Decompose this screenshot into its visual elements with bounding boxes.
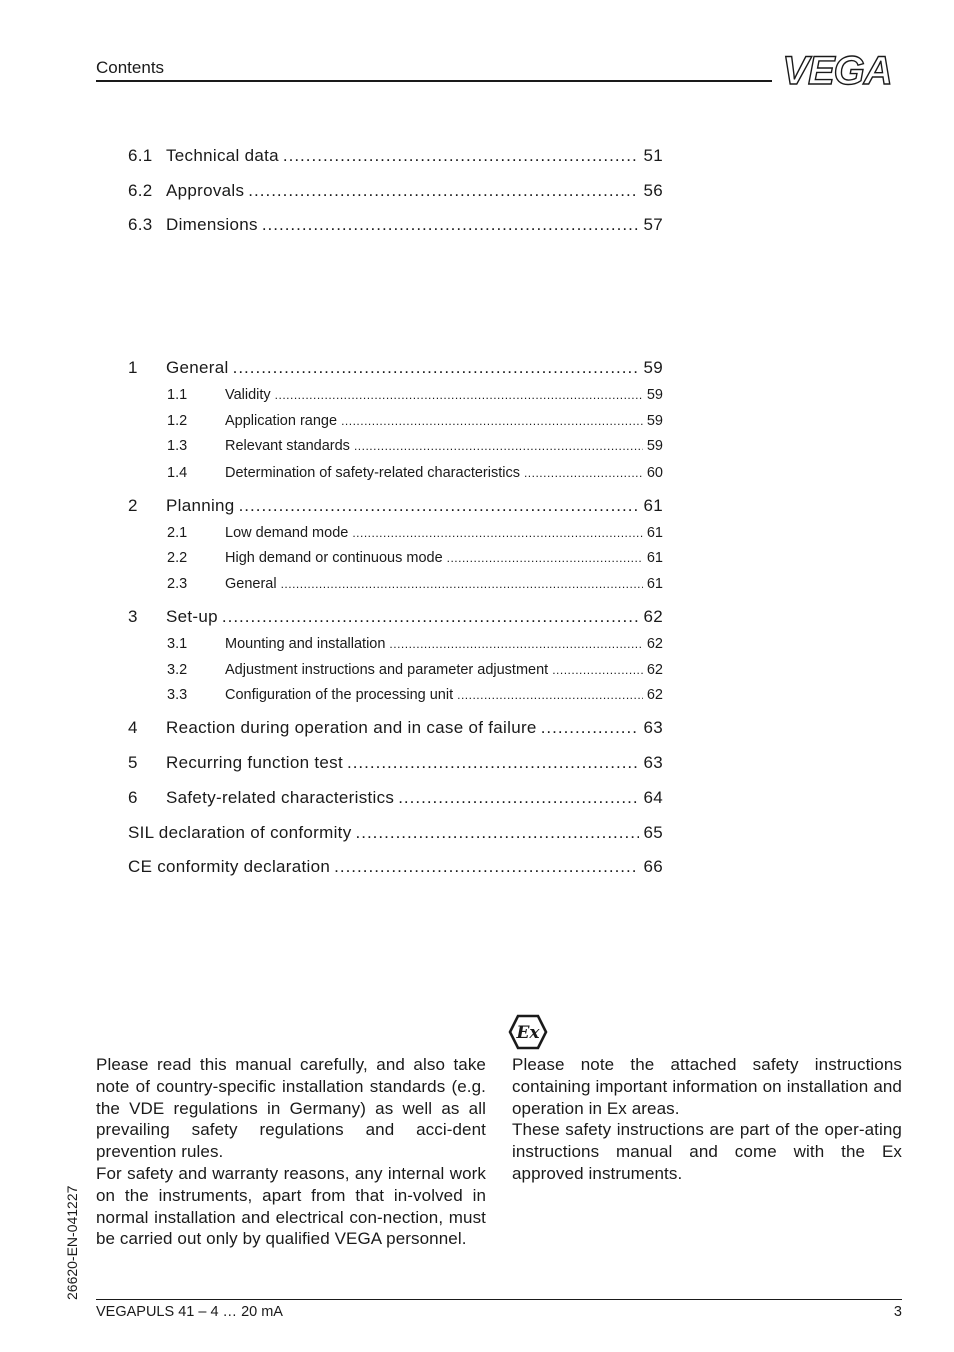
toc-entry-page: 63 xyxy=(643,718,663,737)
toc-dot-leader xyxy=(239,496,640,516)
toc-entry xyxy=(128,662,663,678)
toc-entry xyxy=(128,576,663,592)
toc-entry-label: General xyxy=(225,576,277,592)
toc-entry-page: 65 xyxy=(643,823,663,842)
toc-entry-label: Determination of safety-related characteristics xyxy=(225,465,520,481)
toc-entry-number: 2.2 xyxy=(167,550,188,566)
toc-dot-leader xyxy=(457,687,643,703)
toc-entry-number: 6.2 xyxy=(128,181,153,200)
page-header-title: Contents xyxy=(96,58,165,77)
page-number: 3 xyxy=(893,1304,902,1320)
note-paragraph: These safety instructions are part of the oper-ating instructions manual and come with the Ex approved instruments. xyxy=(512,1120,902,1183)
toc-entry xyxy=(128,181,663,201)
safety-note-left xyxy=(96,1054,486,1250)
toc-entry-number: 5 xyxy=(128,753,138,772)
toc-entry-number: 1.1 xyxy=(167,387,188,403)
toc-entry-number: 6.3 xyxy=(128,215,153,234)
toc-entry-number: 2 xyxy=(128,496,138,515)
toc-entry xyxy=(128,550,663,566)
toc-entry xyxy=(128,146,663,166)
toc-dot-leader xyxy=(275,387,643,403)
toc-entry-label: Low demand mode xyxy=(225,525,349,541)
toc-entry xyxy=(128,823,663,843)
toc-dot-leader xyxy=(524,465,643,481)
toc-entry-label: General xyxy=(166,358,229,377)
toc-entry-label: Validity xyxy=(225,387,271,403)
toc-entry-label: Adjustment instructions and parameter adjustment xyxy=(225,662,549,678)
toc-entry xyxy=(128,718,663,738)
note-paragraph: Please note the attached safety instructions containing important information on installation and operation in Ex areas. xyxy=(512,1055,902,1118)
toc-entry-label: Recurring function test xyxy=(166,753,343,772)
toc-dot-leader xyxy=(347,753,640,773)
toc-dot-leader xyxy=(398,788,639,808)
document-code: 26620-EN-041227 xyxy=(64,1185,80,1300)
toc-entry-label: Dimensions xyxy=(166,215,258,234)
toc-entry-number: 4 xyxy=(128,718,138,737)
toc-entry-page: 60 xyxy=(646,465,663,481)
toc-dot-leader xyxy=(341,413,643,429)
toc-entry-page: 59 xyxy=(643,358,663,377)
toc-entry-label: SIL declaration of conformity xyxy=(128,823,352,842)
toc-entry-number: 1.2 xyxy=(167,413,188,429)
ex-hexagon-icon xyxy=(508,1014,548,1050)
svg-text:VEGA: VEGA xyxy=(782,52,892,90)
toc-entry xyxy=(128,413,663,429)
toc-entry xyxy=(128,387,663,403)
toc-dot-leader xyxy=(389,636,642,652)
toc-entry-number: 3.2 xyxy=(167,662,188,678)
toc-entry-number: 3 xyxy=(128,607,138,626)
toc-entry xyxy=(128,857,663,877)
safety-note-right xyxy=(512,1054,902,1185)
toc-entry-page: 61 xyxy=(643,496,663,515)
toc-dot-leader xyxy=(222,607,640,627)
toc-entry xyxy=(128,753,663,773)
toc-entry xyxy=(128,465,663,481)
toc-dot-leader xyxy=(447,550,643,566)
toc-entry-page: 62 xyxy=(643,607,663,626)
toc-entry-label: Configuration of the processing unit xyxy=(225,687,454,703)
note-paragraph: Please read this manual carefully, and also take note of country-specific installation standards (e.g. the VDE regulations in Germany) as well as all prevailing safety regulations and acci-dent prevention rules. xyxy=(96,1055,486,1162)
toc-dot-leader xyxy=(248,181,639,201)
vega-logo xyxy=(772,52,902,90)
toc-entry-label: Safety-related characteristics xyxy=(166,788,395,807)
toc-entry-number: 6 xyxy=(128,788,138,807)
footer-rule xyxy=(96,1299,902,1300)
toc-entry-label: Mounting and installation xyxy=(225,636,386,652)
toc-entry-page: 51 xyxy=(643,146,663,165)
toc-entry xyxy=(128,687,663,703)
toc-entry xyxy=(128,525,663,541)
toc-entry xyxy=(128,496,663,516)
toc-entry-number: 6.1 xyxy=(128,146,153,165)
toc-entry-label: CE conformity declaration xyxy=(128,857,331,876)
toc-entry-label: Relevant standards xyxy=(225,438,350,454)
toc-dot-leader xyxy=(283,146,640,166)
toc-entry xyxy=(128,438,663,454)
toc-dot-leader xyxy=(541,718,640,738)
toc-dot-leader xyxy=(281,576,643,592)
toc-entry-page: 62 xyxy=(646,662,663,678)
toc-entry-label: Application range xyxy=(225,413,338,429)
toc-dot-leader xyxy=(233,358,640,378)
toc-entry-number: 1.4 xyxy=(167,465,188,481)
toc-dot-leader xyxy=(552,662,643,678)
toc-entry xyxy=(128,215,663,235)
toc-entry-page: 61 xyxy=(646,550,663,566)
toc-entry-page: 66 xyxy=(643,857,663,876)
toc-dot-leader xyxy=(334,857,639,877)
toc-entry-page: 59 xyxy=(646,413,663,429)
note-paragraph: For safety and warranty reasons, any internal work on the instruments, apart from that in-volved in normal installation and electrical con-nection, must be carried out only by qualified VEGA personnel. xyxy=(96,1163,486,1249)
toc-entry-number: 3.3 xyxy=(167,687,188,703)
svg-text:Ex: Ex xyxy=(516,1023,540,1043)
toc-entry-page: 64 xyxy=(643,788,663,807)
toc-entry xyxy=(128,607,663,627)
toc-entry-page: 61 xyxy=(646,525,663,541)
header-rule xyxy=(96,80,772,82)
toc-entry-number: 2.1 xyxy=(167,525,188,541)
toc-dot-leader xyxy=(352,525,643,541)
toc-entry-page: 62 xyxy=(646,636,663,652)
toc-entry-page: 61 xyxy=(646,576,663,592)
toc-entry xyxy=(128,636,663,652)
toc-entry-label: Planning xyxy=(166,496,235,515)
footer-product: VEGAPULS 41 – 4 … 20 mA xyxy=(96,1304,283,1320)
toc-entry-page: 59 xyxy=(646,387,663,403)
toc-entry-page: 59 xyxy=(646,438,663,454)
toc-entry-label: Approvals xyxy=(166,181,245,200)
toc-entry-number: 2.3 xyxy=(167,576,188,592)
toc-entry-page: 63 xyxy=(643,753,663,772)
toc-entry-number: 1.3 xyxy=(167,438,188,454)
toc-entry-label: Reaction during operation and in case of failure xyxy=(166,718,537,737)
toc-entry-page: 56 xyxy=(643,181,663,200)
toc-entry-label: High demand or continuous mode xyxy=(225,550,443,566)
toc-entry xyxy=(128,788,663,808)
toc-entry-page: 62 xyxy=(646,687,663,703)
toc-entry-number: 3.1 xyxy=(167,636,188,652)
toc-dot-leader xyxy=(262,215,640,235)
toc-entry xyxy=(128,358,663,378)
toc-entry-number: 1 xyxy=(128,358,138,377)
toc-dot-leader xyxy=(356,823,640,843)
toc-entry-label: Set-up xyxy=(166,607,218,626)
toc-entry-page: 57 xyxy=(643,215,663,234)
toc-dot-leader xyxy=(354,438,643,454)
toc-entry-label: Technical data xyxy=(166,146,279,165)
